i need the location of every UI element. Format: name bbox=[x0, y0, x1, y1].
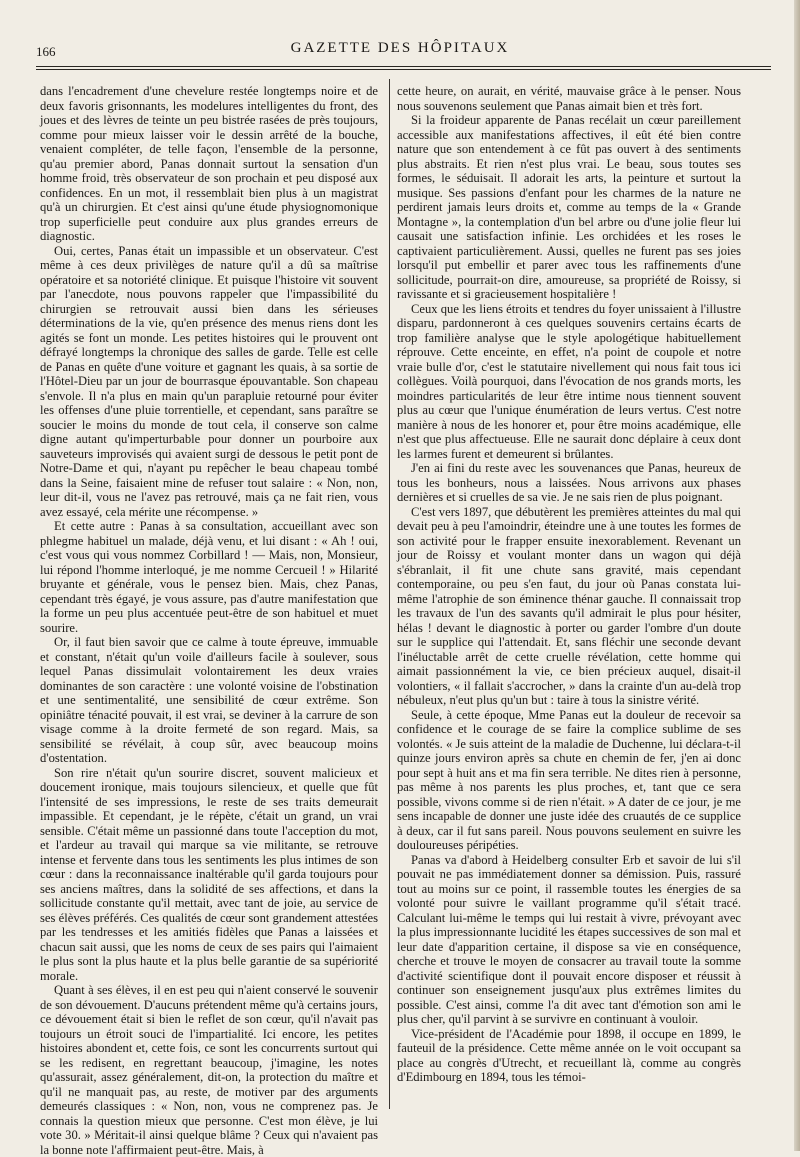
column-divider bbox=[389, 79, 390, 1109]
paragraph: Or, il faut bien savoir que ce calme à toute épreuve, immuable et constant, n'était qu'un voile d'ailleurs facile à soulever, sous lequel Panas dissimulait volontairement les deux vraies dominantes de son caractère : une volonté voisine de l'obstination et une sentimentalité, une sensibilité de cœur extrême. Son opiniâtre ténacité pouvait, il est vrai, se deviner à la carrure de son visage comme à la droite fermeté de son regard. Mais, sa sensibilité se révélait, à coup sûr, avec beaucoup moins d'ostentation. bbox=[40, 635, 378, 765]
paragraph: J'en ai fini du reste avec les souvenances que Panas, heureux de tous les bonheurs, nous a laissées. Nous arrivons aux phases dernières et si cruelles de sa vie. Je ne sais rien de plus poignant. bbox=[397, 461, 741, 504]
paragraph: Ceux que les liens étroits et tendres du foyer unissaient à l'illustre disparu, pardonneront à ces quelques souvenirs certains écarts de trop familière analyse que le style apologétique habituellement réprouve. Cette enceinte, en effet, n'a point de coupole et notre vraie bulle d'or, c'est le statutaire nivellement qui nous fait tous ici collègues. Voilà pourquoi, dans l'évocation de nos grands morts, les moindres particularités de leur être intime nous tiennent souvent plus au cœur que l'unique énumération de leurs vertus. C'est notre manière à nous de les honorer et, pour être moins académique, elle n'est que plus affectueuse. Elle ne saurait donc déplaire à ceux dont les larmes furent et demeurent si brûlantes. bbox=[397, 301, 741, 461]
header-rule bbox=[36, 66, 771, 67]
header-rule-double bbox=[36, 69, 771, 70]
paragraph: Son rire n'était qu'un sourire discret, souvent malicieux et doucement ironique, mais toujours silencieux, et quelle que fût l'intensité de ses impressions, le reste de ses traits demeurait impassible. Et cependant, je le répète, c'était un grand, un vrai sensible. C'était même un passionné dans toute l'acception du mot, et l'ardeur au travail qui marque sa vie militante, se retrouve intense et fervente dans tous les sentiments les plus intimes de son cœur : dans la reconnaissance inaltérable qu'il garda toujours pour ses anciens maîtres, dans la solidité de ses affections, et dans la sollicitude constante qu'il mettait, avec tant de joie, au service de ses élèves préférés. Ces qualités de cœur sont grandement attestées par les tendresses et les amitiés fidèles que Panas a laissées et chacun sait aussi, que les noms de ceux de ses pairs qui l'aimaient le plus sont la plus haute et la plus belle garantie de sa supériorité morale. bbox=[40, 765, 378, 983]
paragraph: Quant à ses élèves, il en est peu qui n'aient conservé le souvenir de son dévouement. D'aucuns prétendent même qu'à certains jours, ce dévouement était si bien le reflet de son cœur, qu'il n'avait pas toujours un étroit souci de l'impartialité. Ici encore, les petites histoires abondent et, cette fois, ce sont les concurrents surtout qui se les redisent, en regrettant beaucoup, j'imagine, les notes qu'assurait, assez généralement, dit-on, la protection du maître et qu'il ne manquait pas, au reste, de motiver par des arguments demeurés classiques : « Non, non, vous ne comprenez pas. Je connais la question mieux que personne. C'est mon élève, je lui vote 30. » Méritait-il ainsi quelque blâme ? Ceux qui n'avaient pas la bonne note l'affirmaient peut-être. Mais, à bbox=[40, 983, 378, 1157]
paragraph: dans l'encadrement d'une chevelure restée longtemps noire et de deux favoris grisonnants, les modelures intelligentes du front, des joues et des lèvres de teinte un peu bistrée rasées de près toujours, comme pour mieux laisser voir le dessin arrêté de la bouche, venaient compléter, de telle façon, l'ensemble de la personne, qu'au premier abord, Panas donnait surtout la sensation d'un homme froid, très observateur de son prochain et peu disposé aux confidences. En un mot, il ressemblait bien plus à un magistrat qu'à un chirurgien. Et c'est ainsi qu'une étude physiognomonique trop superficielle peut conduire aux plus grandes erreurs de diagnostic. bbox=[40, 84, 378, 243]
running-head-title: GAZETTE DES HÔPITAUX bbox=[290, 40, 510, 56]
paragraph: Panas va d'abord à Heidelberg consulter Erb et savoir de lui s'il pouvait ne pas immédiatement donner sa démission. Puis, rassuré tout au moins sur ce point, il rassemble toutes les énergies de sa volonté pour suivre le vaillant programme qu'il s'était tracé. Calculant lui-même le temps qui lui restait à vivre, prévoyant avec la plus impressionnante lucidité les étapes successives de son mal et leur date d'apparition certaine, il dispose sa vie en conséquence, cherche et trouve le moyen de consacrer au travail toute la somme d'activité scientifique dont il pouvait encore disposer et réussit à continuer son enseignement jusqu'aux plus extrêmes limites du possible. C'est ainsi, comme l'a dit avec tant d'émotion son ami le plus cher, qu'il parvint à se survivre en continuant à vouloir. bbox=[397, 852, 741, 1026]
paragraph: Vice-président de l'Académie pour 1898, il occupe en 1899, le fauteuil de la présidence. Cette même année on le voit occupant sa place au congrès d'Utrecht, et recueillant là, comme au congrès d'Edimbourg en 1894, tous les témoi- bbox=[397, 1026, 741, 1084]
paragraph: Oui, certes, Panas était un impassible et un observateur. C'est même à ces deux privilèges de nature qu'il a dû sa maîtrise opératoire et sa notoriété clinique. Et puisque l'histoire vit souvent par l'anecdote, nous pouvons rappeler que l'impassibilité du chirurgien se retrouvait aussi bien dans les sérieuses déterminations de la vie, qu'en présence des menus riens dont les agités se font un monde. Les petites histoires qui le prouvent ont défrayé longtemps la chronique des salles de garde. Telle est celle de Panas en quête d'une voiture et gagnant les quais, à sa sortie de l'Hôtel-Dieu par un jour de bourrasque épouvantable. Son chapeau s'envole. Il n'a plus en main qu'un parapluie retourné pour éviter les offenses d'une pluie torrentielle, et cependant, sans paraître se soucier le moins du monde de tout cela, il conserve son calme digne autant qu'imperturbable pour donner un pourboire aux sauveteurs improvisés qui avaient surgi de dessous le petit pont de Notre-Dame et qui, n'ayant pu repêcher le beau chapeau tombé dans la Seine, faisaient mine de refuser tout salaire : « Non, non, leur dit-il, vous ne l'avez pas retrouvé, mais ça ne fait rien, vous avez essayé, cela mérite une récompense. » bbox=[40, 243, 378, 519]
paragraph: Et cette autre : Panas à sa consultation, accueillant avec son phlegme habituel un malade, déjà venu, et lui disant : « Ah ! oui, c'est vous qui vous nommez Corbillard ! — Mais, non, Monsieur, lui répond l'homme interloqué, je me nomme Cercueil ! » Hilarité bruyante et générale, vous le pensez bien. Mais, chez Panas, cependant très égayé, je vous assure, pas d'autre manifestation que la forme un peu plus accentuée peut-être de son habituel et muet sourire. bbox=[40, 519, 378, 635]
page-edge bbox=[794, 0, 800, 1151]
paragraph: Seule, à cette époque, Mme Panas eut la douleur de recevoir sa confidence et le courage de se faire la complice sublime de ses volontés. « Je suis atteint de la maladie de Duchenne, lui déclara-t-il quinze jours environ après sa chute en chemin de fer, j'en ai donc pour sept à huit ans et ma fin sera terrible. Ne dites rien à personne, pas même à nos parents les plus proches, et, tant que ce sera possible, vivons comme si de rien n'était. » A dater de ce jour, je me sens incapable de donner une juste idée des cruautés de ce supplice à deux, car il fut sans pareil. Nous pouvons seulement en suivre les douloureuses péripéties. bbox=[397, 707, 741, 852]
paragraph: Si la froideur apparente de Panas recélait un cœur pareillement accessible aux manifestations affectives, il eût été bien contre nature que son entendement à ce fût pas ouvert à des sentiments plus abstraits. Et rien n'est plus vrai. Le beau, sous toutes ses formes, le séduisait. Il adorait les arts, la peinture et surtout la musique. Ses passions d'enfant pour les charmes de la nature ne perdirent jamais leurs droits et, comme au temps de la « Grande Montagne », la contemplation d'un bel arbre ou d'une jolie fleur lui causait une satisfaction infinie. Les orchidées et les roses le captivaient particulièrement. Aussi, quelles ne furent pas ses joies lorsqu'il put embellir et parer avec tous les raffinements d'une sollicitude, pourrait-on dire, amoureuse, sa propriété de Roissy, si ravissante et si gracieusement hospitalière ! bbox=[397, 113, 741, 301]
page-number: 166 bbox=[36, 44, 56, 59]
right-column bbox=[397, 84, 741, 1085]
paragraph: cette heure, on aurait, en vérité, mauvaise grâce à le penser. Nous nous souvenons seulement que Panas aimait bien et très fort. bbox=[397, 84, 741, 113]
left-column bbox=[40, 84, 378, 1157]
paragraph: C'est vers 1897, que débutèrent les premières atteintes du mal qui devait peu à peu l'amoindrir, éteindre une à une toutes les formes de son activité pour le frapper ensuite inexorablement. Revenant un jour de Roissy et voulant monter dans un wagon qui déjà s'ébranlait, il fit une chute sans gravité, mais cependant contemporaine, ou peu s'en faut, du jour où Panas constata lui-même l'atrophie de son éminence thénar gauche. Il connaissait trop les travaux de l'un des savants qu'il admirait le plus pour hésiter, hélas ! devant le diagnostic à porter ou garder l'ombre d'un doute sur le supplice qui l'attendait. Et, sans fléchir une seconde devant l'inéluctable arrêt de cette cruelle révélation, cette homme qui aimait passionnément la vie, ce bien précieux auquel, disait-il volontiers, « il fallait s'accrocher, » dans la crainte d'un au-delà trop nébuleux, n'eut plus qu'un but : taire à tous la sinistre vérité. bbox=[397, 504, 741, 707]
